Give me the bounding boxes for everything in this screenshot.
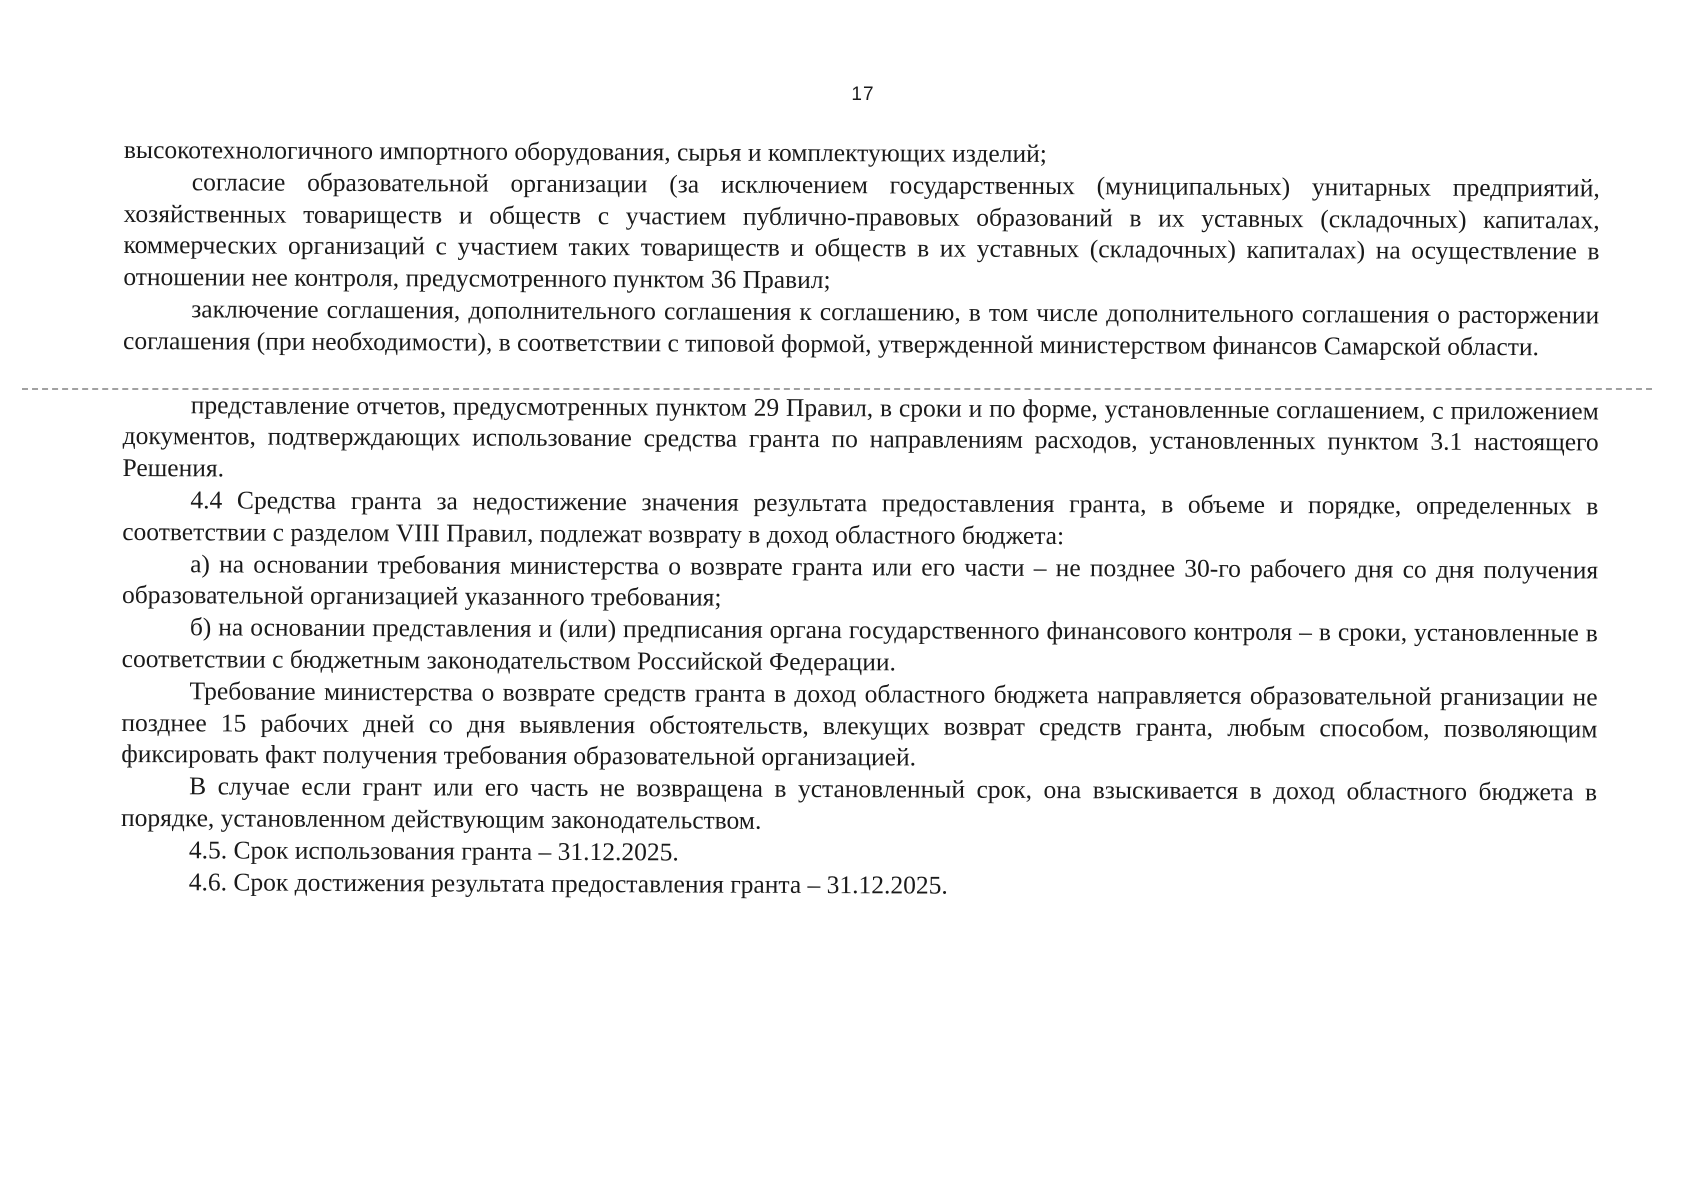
paragraph-return-requirement: Требование министерства о возврате средств гранта в доход областного бюджета направляется образовательной рганизации не позднее 15 рабочих дней со дня выявления обстоятельств, влекущих возврат средств гранта, любым способом, позволяющим фиксировать факт получения требования образовательной организацией. (121, 676, 1598, 772)
paragraph-4-5: 4.5. Срок использования гранта – 31.12.2025. (188, 835, 679, 867)
paragraph-continuation: высокотехнологичного импортного оборудования, сырья и комплектующих изделий; (123, 134, 1047, 169)
paragraph-agreement: заключение соглашения, дополнительного соглашения к соглашению, в том числе дополнительного соглашения о расторжении соглашения (при необходимости), в соответствии с типовой формой, утвержденной министерством финансов Самарской области. (123, 294, 1600, 361)
paragraph-4-6: 4.6. Срок достижения результата предоставления гранта – 31.12.2025. (188, 866, 948, 900)
document-body (121, 134, 1600, 904)
page-number: 17 (851, 84, 875, 105)
paragraph-4-4-a: а) на основании требования министерства о возврате гранта или его части – не позднее 30-го рабочего дня со дня получения образовательной организацией указанного требования; (121, 548, 1599, 612)
paragraph-4-4: 4.4 Средства гранта за недостижение значения результата предоставления гранта, в объеме и порядке, определенных в соответствии с разделом VIII Правил, подлежат возврату в доход областного бюджета: (122, 485, 1599, 550)
paragraph-recovery: В случае если грант или его часть не возвращена в установленный срок, она взыскивается в доход областного бюджета в порядке, установленном действующим законодательством. (120, 771, 1598, 835)
paragraph-4-4-b: б) на основании представления и (или) предписания органа государственного финансового контроля – в сроки, установленные в соответствии с бюджетным законодательством Российской Федерации. (121, 612, 1598, 677)
paragraph-consent-control: согласие образовательной организации (за исключением государственных (муниципальных) унитарных предприятий, хозяйственных товариществ и обществ с участием публично-правовых образований в их уставных (складочных) капиталах, коммерческих организаций с участием таких товариществ и обществ в их уставных (складочных) капиталах) на осуществление в отношении нее контроля, предусмотренного пунктом 36 Правил; (123, 167, 1600, 295)
paragraph-reports: представление отчетов, предусмотренных пунктом 29 Правил, в сроки и по форме, установленные соглашением, с приложением документов, подтверждающих использование средства гранта по направлениям расходов, установленных пунктом 3.1 настоящего Решения. (122, 389, 1599, 483)
